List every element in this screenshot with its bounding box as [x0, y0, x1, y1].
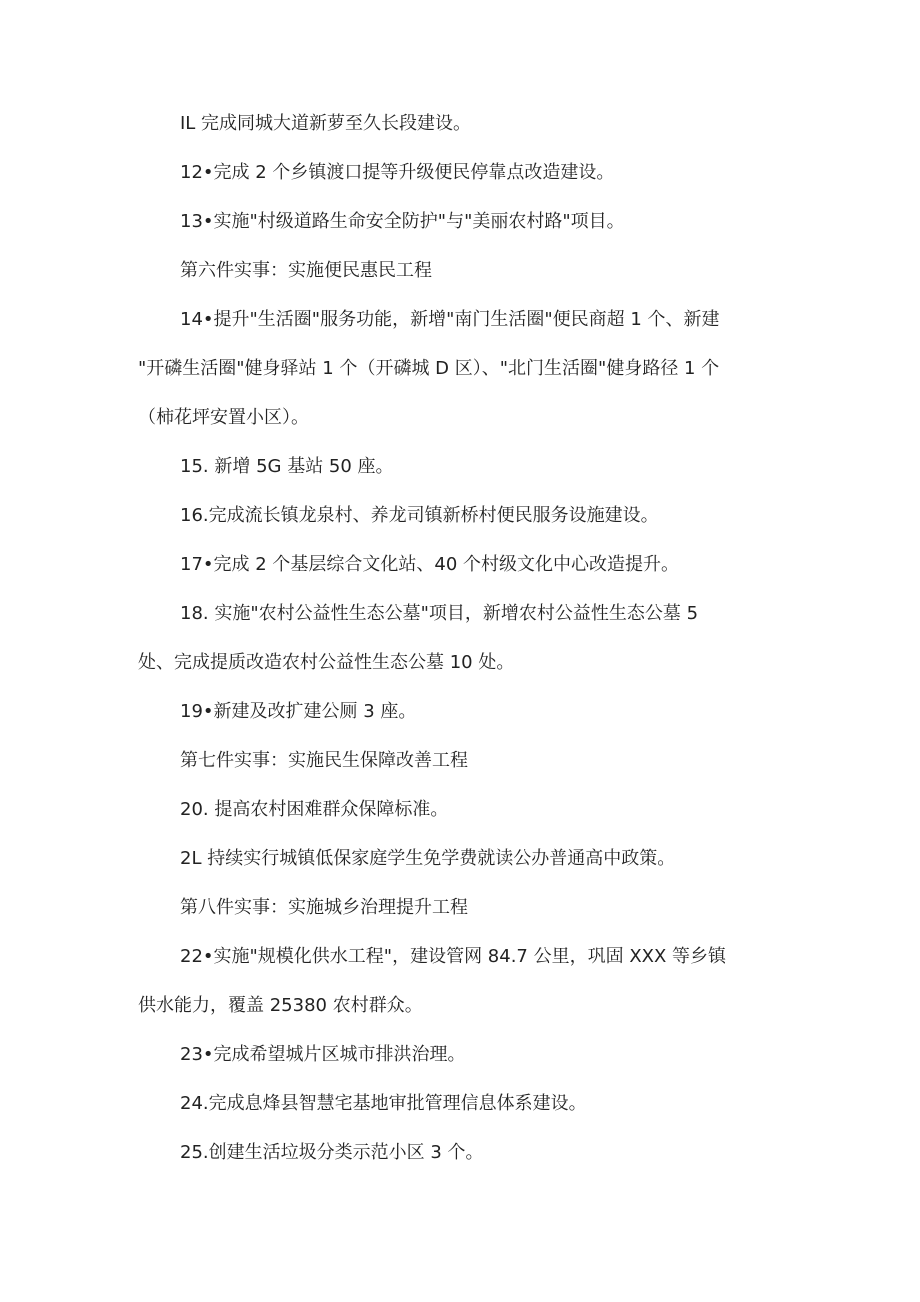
paragraph: [138, 785, 788, 834]
text-line: "开磷生活圈"健身驿站 1 个（开磷城 D 区）、"北门生活圈"健身路径 1 个: [138, 358, 720, 379]
paragraph: [138, 736, 788, 785]
paragraph: [138, 1030, 788, 1079]
paragraph: [138, 932, 788, 1030]
text-line: 处、完成提质改造农村公益性生态公墓 10 处。: [138, 652, 515, 673]
text-line: 12•完成 2 个乡镇渡口提等升级便民停靠点改造建设。: [180, 162, 615, 183]
text-line: （柿花坪安置小区）。: [138, 407, 309, 428]
paragraph: [138, 1079, 788, 1128]
text-line: 25.创建生活垃圾分类示范小区 3 个。: [180, 1142, 484, 1163]
text-line: 14•提升"生活圈"服务功能，新增"南门生活圈"便民商超 1 个、新建: [180, 309, 720, 330]
paragraph: [138, 1128, 788, 1177]
paragraph: [138, 246, 788, 295]
text-line: 17•完成 2 个基层综合文化站、40 个村级文化中心改造提升。: [180, 554, 680, 575]
text-line: 20. 提高农村困难群众保障标准。: [180, 799, 449, 820]
text-line: 18. 实施"农村公益性生态公墓"项目，新增农村公益性生态公墓 5: [180, 603, 699, 624]
text-line: 15. 新增 5G 基站 50 座。: [180, 456, 394, 477]
paragraph: [138, 491, 788, 540]
paragraph: [138, 148, 788, 197]
text-line: 22•实施"规模化供水工程"，建设管网 84.7 公里，巩固 XXX 等乡镇: [180, 946, 727, 967]
text-line: 第七件实事：实施民生保障改善工程: [180, 750, 468, 771]
text-line: 24.完成息烽县智慧宅基地审批管理信息体系建设。: [180, 1093, 587, 1114]
paragraph: [138, 589, 788, 687]
text-line: 第六件实事：实施便民惠民工程: [180, 260, 432, 281]
paragraph: [138, 883, 788, 932]
paragraph: [138, 99, 788, 148]
paragraph: [138, 834, 788, 883]
paragraph: [138, 442, 788, 491]
text-line: 19•新建及改扩建公厕 3 座。: [180, 701, 417, 722]
paragraph: [138, 295, 788, 442]
paragraph: [138, 687, 788, 736]
text-line: IL 完成同城大道新萝至久长段建设。: [180, 113, 472, 134]
paragraph: [138, 197, 788, 246]
text-line: 16.完成流长镇龙泉村、养龙司镇新桥村便民服务设施建设。: [180, 505, 659, 526]
document-body: [138, 99, 788, 1177]
text-line: 供水能力，覆盖 25380 农村群众。: [138, 995, 423, 1016]
text-line: 第八件实事：实施城乡治理提升工程: [180, 897, 468, 918]
paragraph: [138, 540, 788, 589]
text-line: 2L 持续实行城镇低保家庭学生免学费就读公办普通高中政策。: [180, 848, 676, 869]
text-line: 13•实施"村级道路生命安全防护"与"美丽农村路"项目。: [180, 211, 625, 232]
text-line: 23•完成希望城片区城市排洪治理。: [180, 1044, 466, 1065]
